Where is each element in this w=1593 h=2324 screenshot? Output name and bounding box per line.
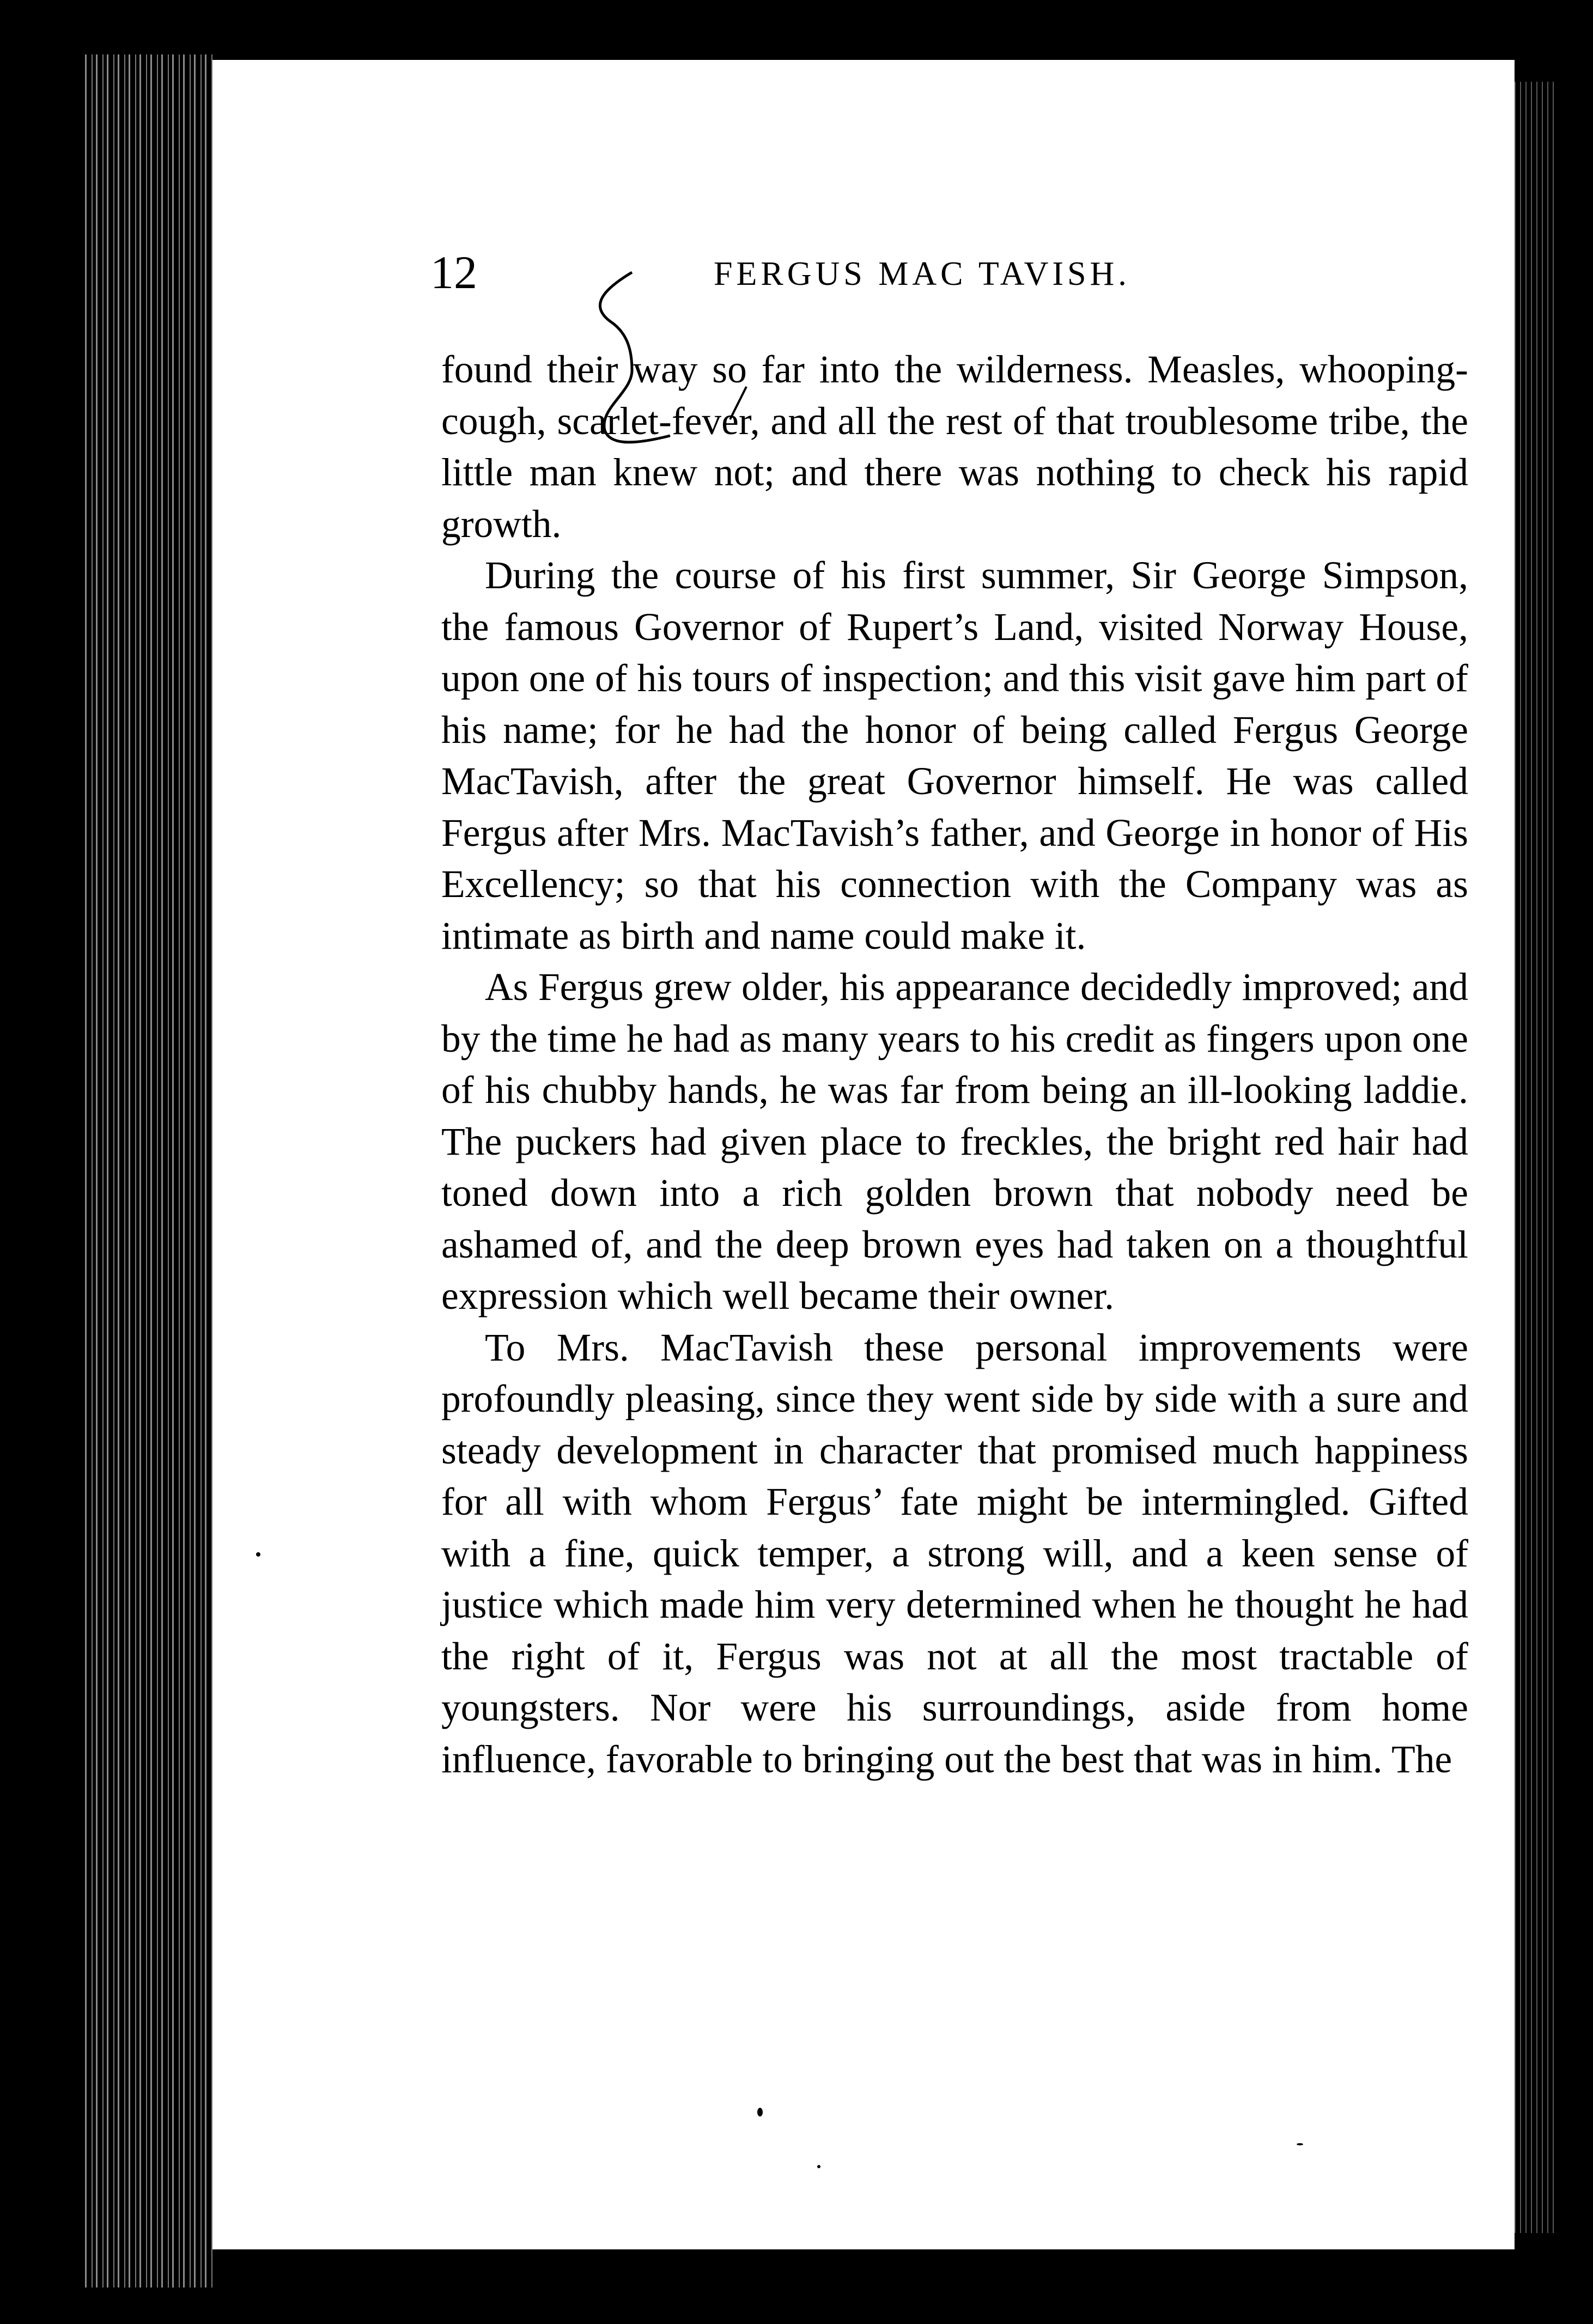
body-text — [441, 344, 1468, 1785]
running-head — [430, 245, 1466, 310]
ink-speck — [1297, 2143, 1303, 2145]
page-number: 12 — [430, 246, 477, 298]
paragraph-2: During the course of his first summer, Sir George Simpson, the famous Governor of Rupert’s Land, visited Norway House, upon one of his tours of inspection; and this visit gave him part of his name; for he had the honor of being called Fergus George MacTavish, after the great Governor himself. He was called Fergus after Mrs. MacTavish’s father, and George in honor of His Excellency; so that his connection with the Company was as intimate as birth and name could make it. — [441, 554, 1468, 957]
paragraph-3: As Fergus grew older, his appearance decidedly improved; and by the time he had as many years to his credit as fingers upon one of his chubby hands, he was far from being an ill-looking laddie. The puckers had given place to freckles, the bright red hair had toned down into a rich golden brown that nobody need be ashamed of, and the deep brown eyes had taken on a thoughtful expression which well became their owner. — [441, 966, 1468, 1317]
page-stack-edge-right — [1515, 82, 1558, 2233]
paragraph-1: found their way so far into the wilderness. Measles, whooping-cough, scarlet-fever, and all the rest of that troublesome tribe, the little man knew not; and there was nothing to check his rapid growth. — [441, 348, 1468, 546]
ink-speck — [757, 2108, 763, 2116]
ink-speck — [817, 2165, 820, 2168]
ink-speck — [256, 1552, 260, 1557]
page-stack-edge-left — [82, 54, 212, 2288]
running-title: FERGUS MAC TAVISH. — [714, 255, 1130, 292]
paragraph-4: To Mrs. MacTavish these personal improvements were profoundly pleasing, since they went side by side with a sure and steady development in character that promised much happiness for all with whom Fergus’ fate might be intermingled. Gifted with a fine, quick temper, a strong will, and a keen sense of justice which made him very determined when he thought he had the right of it, Fergus was not at all the most tractable of youngsters. Nor were his surroundings, aside from home influence, favorable to bringing out the best that was in him. The — [441, 1326, 1468, 1781]
